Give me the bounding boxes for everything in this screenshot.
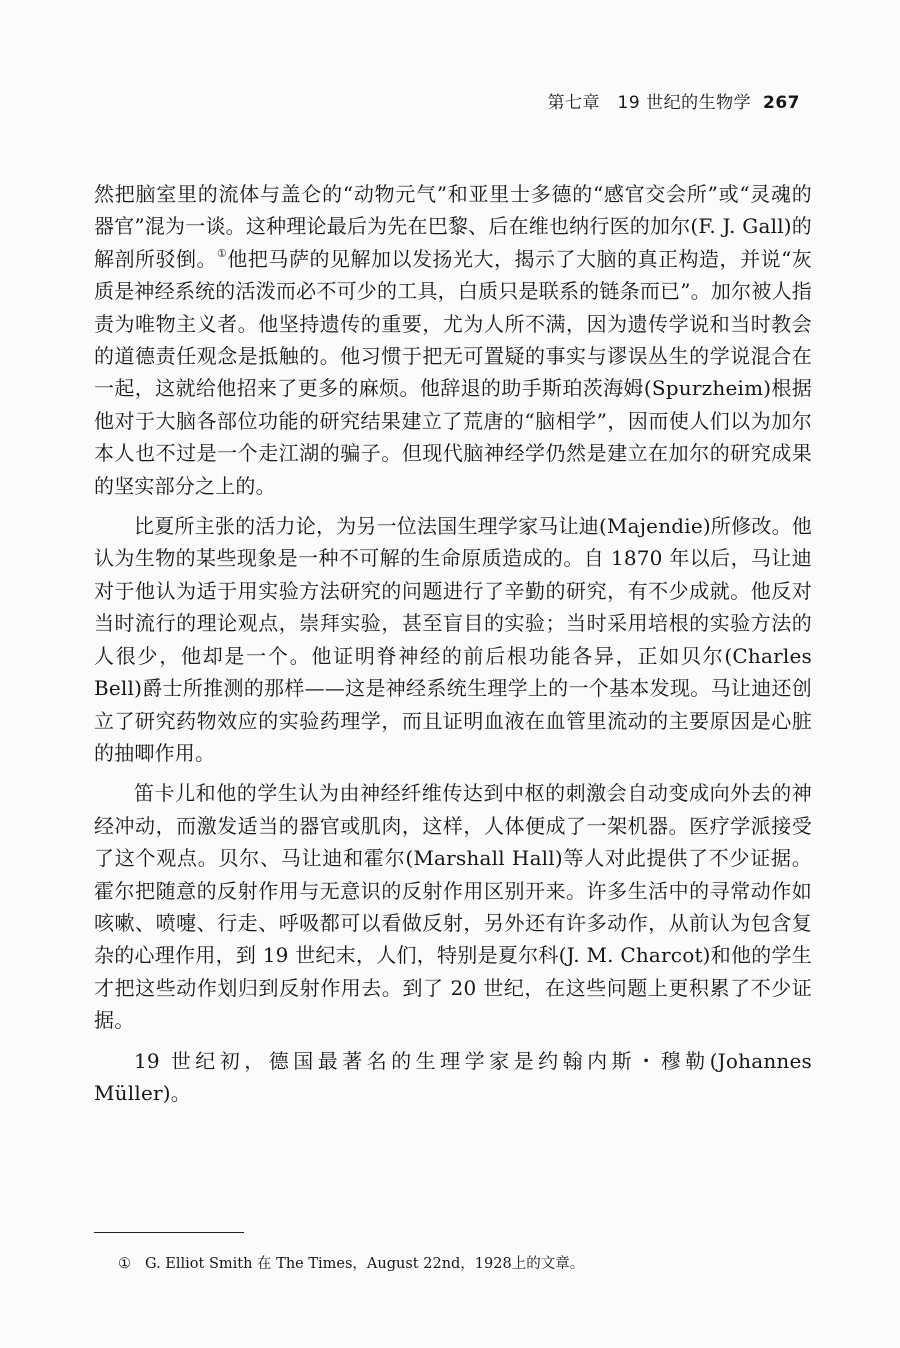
footnote — [118, 1254, 584, 1274]
footnote-reference[interactable]: ① — [217, 246, 228, 260]
running-header — [548, 88, 800, 113]
footnote-text: G. Elliot Smith 在 The Times，August 22nd，1928上的文章。 — [145, 1256, 585, 1272]
page-number: 267 — [763, 93, 800, 113]
paragraph-1 — [94, 178, 812, 502]
footnote-divider — [94, 1232, 244, 1233]
body-text — [94, 178, 812, 1109]
paragraph-1-text-before: 然把脑室里的流体与盖仑的“动物元气”和亚里士多德的“感官交会所”或“灵魂的器官”混为一谈。这种理论最后为先在巴黎、后在维也纳行医的加尔(F. J. Gall)的解剖所驳倒。 — [94, 182, 812, 271]
paragraph-4: 19 世纪初，德国最著名的生理学家是约翰内斯・穆勒(Johannes Müller)。 — [94, 1048, 812, 1105]
paragraph-2: 比夏所主张的活力论，为另一位法国生理学家马让迪(Majendie)所修改。他认为生物的某些现象是一种不可解的生命原质造成的。自 1870 年以后，马让迪对于他认为适于用实验方法研究的问题进行了辛勤的研究，有不少成就。他反对当时流行的理论观点，崇拜实验，甚至盲目的实验；当时采用培根的实验方法的人很少，他却是一个。他证明脊神经的前后根功能各异，正如贝尔(Charles Bell)爵士所推测的那样——这是神经系统生理学上的一个基本发现。马让迪还创立了研究药物效应的实验药理学，而且证明血液在血管里流动的主要原因是心脏的抽唧作用。 — [94, 514, 812, 765]
paragraph-1-text-after: 他把马萨的见解加以发扬光大，揭示了大脑的真正构造，并说“灰质是神经系统的活泼而必不可少的工具，白质只是联系的链条而已”。加尔被人指责为唯物主义者。他坚持遗传的重要，尤为人所不满，因为遗传学说和当时教会的道德责任观念是抵触的。他习惯于把无可置疑的事实与谬误丛生的学说混合在一起，这就给他招来了更多的麻烦。他辞退的助手斯珀茨海姆(Spurzheim)根据他对于大脑各部位功能的研究结果建立了荒唐的“脑相学”，因而使人们以为加尔本人也不过是一个走江湖的骗子。但现代脑神经学仍然是建立在加尔的研究成果的坚实部分之上的。 — [94, 246, 813, 498]
chapter-title: 第七章 19 世纪的生物学 — [547, 93, 752, 113]
paragraph-3: 笛卡儿和他的学生认为由神经纤维传达到中枢的刺激会自动变成向外去的神经冲动，而激发适当的器官或肌肉，这样，人体便成了一架机器。医疗学派接受了这个观点。贝尔、马让迪和霍尔(Marshall Hall)等人对此提供了不少证据。霍尔把随意的反射作用与无意识的反射作用区别开来。许多生活中的寻常动作如咳嗽、喷嚏、行走、呼吸都可以看做反射，另外还有许多动作，从前认为包含复杂的心理作用，到 19 世纪末，人们，特别是夏尔科(J. M. Charcot)和他的学生才把这些动作划归到反射作用去。到了 20 世纪，在这些问题上更积累了不少证据。 — [94, 781, 812, 1033]
footnote-mark: ① — [118, 1256, 131, 1272]
